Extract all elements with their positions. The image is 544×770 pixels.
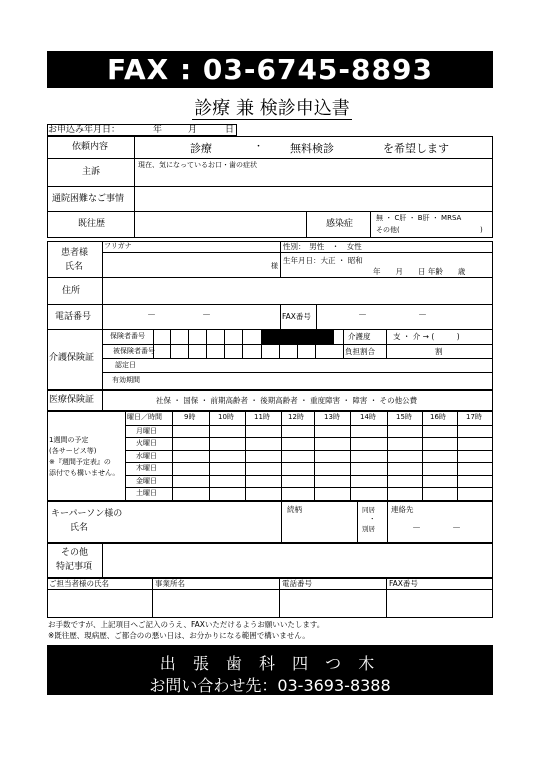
date-day: 日 (225, 125, 235, 135)
time-9: 9時 (184, 413, 196, 421)
time-15: 15時 (396, 413, 412, 421)
day-wed: 水曜日 (136, 452, 157, 460)
infection-label: 感染症 (326, 219, 354, 229)
fax-header (47, 51, 493, 88)
request-opt-checkup[interactable]: 無料検診 (290, 142, 334, 155)
keyperson-label-1: キーパーソン様の (51, 509, 123, 519)
time-14: 14時 (360, 413, 376, 421)
bekkyo-option[interactable]: 別居 (362, 525, 375, 533)
medical-label: 医療保険証 (49, 395, 95, 405)
cert-date-label: 認定日 (115, 361, 136, 369)
gender-options[interactable]: 性別： 男性 ・ 女性 (283, 242, 362, 251)
furigana-label: フリガナ (104, 242, 132, 250)
schedule-note-1: 1週間の予定 (49, 436, 89, 444)
fax-number: FAX : 03-6745-8893 (107, 53, 433, 86)
request-suffix: を希望します (383, 142, 449, 155)
date-field[interactable] (47, 124, 237, 136)
inquiry-phone: お問い合わせ先：03-3693-8388 (149, 676, 391, 695)
phone-label: 電話番号 (55, 312, 92, 322)
burden-value: 割 (435, 347, 443, 356)
complaint-label: 主訴 (82, 167, 101, 177)
birth-era[interactable]: 生年月日：大正 ・ 昭和 (283, 256, 363, 265)
care-level-value[interactable]: 支 ・ 介 → ( ) (393, 332, 460, 341)
schedule-note-3: ※『週間予定表』の (49, 458, 111, 466)
infection-other[interactable]: その他( (376, 226, 400, 234)
schedule-note-2: (各サービス等) (49, 447, 97, 455)
time-16: 16時 (430, 413, 446, 421)
visit-field[interactable] (136, 188, 491, 209)
address-label: 住所 (62, 286, 81, 296)
footer-banner (47, 645, 493, 695)
contact-label: 連絡先 (391, 505, 414, 514)
other-label-1: その他 (61, 548, 89, 558)
time-11: 11時 (254, 413, 270, 421)
date-month: 月 (188, 125, 198, 135)
complaint-hint: 現在、気になっているお口・歯の症状 (138, 161, 257, 169)
time-10: 10時 (218, 413, 234, 421)
other-label-2: 特記事項 (56, 562, 93, 572)
address-field[interactable] (104, 279, 491, 302)
medical-options[interactable]: 社保 ・ 国保 ・ 前期高齢者 ・ 後期高齢者 ・ 重度障害 ・ 障害 ・ その他公費 (156, 396, 418, 405)
visit-label: 通院困難なご事情 (52, 194, 125, 204)
office-phone-label: 電話番号 (282, 579, 312, 588)
care-level-label: 介護度 (348, 332, 371, 341)
office-fax-label: FAX番号 (389, 579, 418, 588)
patient-label-1: 患者様 (61, 248, 89, 258)
time-12: 12時 (288, 413, 304, 421)
date-label: お申込み年月日： (48, 125, 121, 135)
page-title: 診療 兼 検診申込書 (194, 98, 350, 119)
note-1: お手数ですが、上記項目へご記入のうえ、FAXいただけるようお願いいたします。 (48, 620, 325, 629)
keyperson-label-2: 氏名 (70, 523, 89, 533)
history-field[interactable] (136, 213, 304, 236)
patient-label-2: 氏名 (65, 262, 84, 272)
schedule-corner: 曜日／時間 (127, 413, 162, 421)
valid-period-label: 有効期間 (112, 376, 140, 384)
sama-label: 様 (271, 262, 278, 270)
note-2: ※既往歴、現病歴、ご都合のの悪い日は、お分かりになる範囲で構いません。 (48, 631, 310, 640)
staff-name-label: ご担当者様の氏名 (49, 579, 109, 588)
schedule-note-4: 添付でも構いません。 (49, 469, 120, 477)
infection-options[interactable]: 無 ・ C肝 ・ B肝 ・ MRSA (376, 214, 462, 222)
blacked-out-cells (262, 330, 334, 344)
time-17: 17時 (466, 413, 482, 421)
complaint-field[interactable] (136, 170, 491, 184)
birth-date: 年 月 日 年齢 歳 (373, 267, 466, 276)
history-label: 既往歴 (78, 219, 106, 229)
day-mon: 月曜日 (136, 427, 157, 435)
request-label: 依頼内容 (72, 142, 109, 152)
request-opt-treatment[interactable]: 診療 (190, 142, 212, 155)
relation-label: 続柄 (287, 505, 302, 514)
contact-row (47, 578, 493, 618)
insurer-label: 保険者番号 (110, 332, 145, 340)
other-field[interactable] (104, 545, 491, 576)
keyperson-block (47, 501, 493, 543)
clinic-name: 出 張 歯 科 四 つ 木 (159, 654, 381, 673)
dokyo-option[interactable]: 同居 (362, 506, 375, 514)
day-thu: 木曜日 (136, 464, 157, 472)
fax-label: FAX番号 (282, 312, 311, 321)
time-13: 13時 (324, 413, 340, 421)
care-label: 介護保険証 (49, 353, 95, 363)
office-name-label: 事業所名 (155, 579, 185, 588)
day-fri: 金曜日 (136, 477, 157, 485)
day-tue: 火曜日 (136, 439, 157, 447)
day-sat: 土曜日 (136, 489, 157, 497)
date-year: 年 (153, 125, 163, 135)
insured-label: 被保険者番号 (113, 347, 155, 355)
burden-label: 負担割合 (345, 347, 375, 356)
